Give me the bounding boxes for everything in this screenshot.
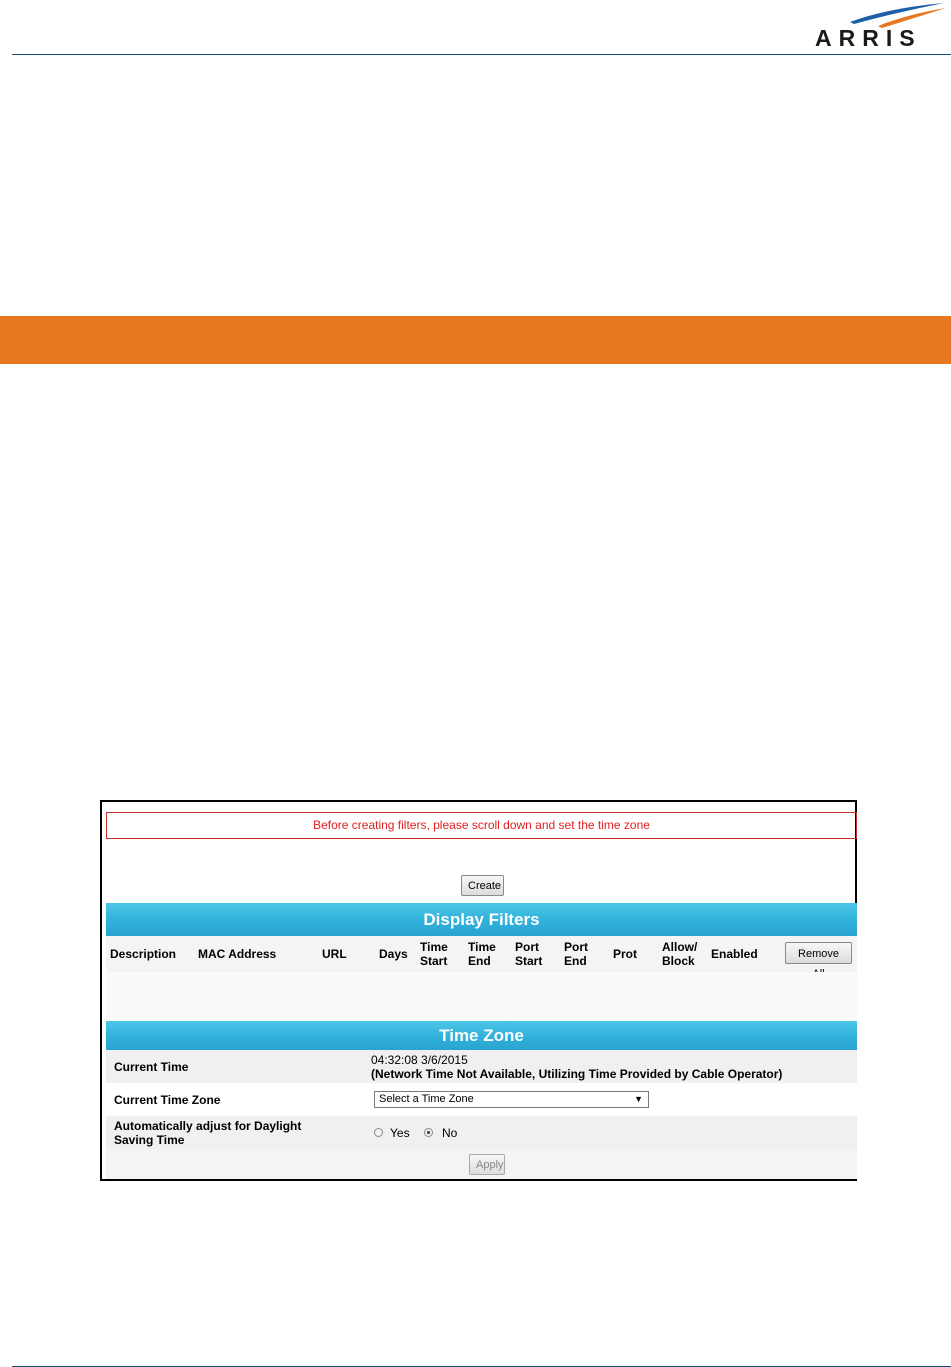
remove-all-button[interactable]: Remove: [785, 942, 852, 964]
current-time-value: [371, 1053, 782, 1081]
apply-button[interactable]: Apply: [469, 1154, 505, 1175]
current-time-label: Current Time: [114, 1060, 189, 1074]
apply-row: [106, 1149, 857, 1179]
header-rule: [12, 54, 951, 55]
section-banner: [0, 316, 951, 364]
col-time-start: Time Start: [420, 940, 448, 968]
dst-yes-radio[interactable]: [374, 1128, 383, 1137]
dst-no-radio[interactable]: [424, 1128, 433, 1137]
parental-control-screenshot: [100, 800, 857, 1181]
time-zone-header: Time Zone: [106, 1021, 857, 1050]
current-time-note: (Network Time Not Available, Utilizing Time Provided by Cable Operator): [371, 1067, 783, 1081]
col-url: URL: [322, 947, 347, 961]
create-button[interactable]: Create: [461, 875, 504, 896]
col-prot: Prot: [613, 947, 637, 961]
col-allow-block: Allow/ Block: [662, 940, 698, 968]
logo-wordmark: ARRIS: [815, 25, 922, 51]
current-time-zone-label: Current Time Zone: [114, 1093, 221, 1107]
dropdown-arrow-icon: ▼: [634, 1094, 643, 1104]
col-enabled: Enabled: [711, 947, 758, 961]
col-port-start: Port Start: [515, 940, 543, 968]
filter-list-empty: [106, 972, 857, 1021]
current-time-zone-row: [106, 1083, 857, 1116]
dst-row: [106, 1116, 857, 1149]
arris-logo: [812, 0, 951, 50]
filter-column-headers: [106, 936, 857, 972]
dst-yes-label: Yes: [390, 1126, 410, 1140]
col-port-end: Port End: [564, 940, 588, 968]
dst-no-label: No: [442, 1126, 458, 1140]
display-filters-header: Display Filters: [106, 903, 857, 936]
col-description: Description: [110, 947, 177, 961]
time-zone-select-value: Select a Time Zone: [379, 1093, 474, 1105]
col-days: Days: [379, 947, 408, 961]
current-time-row: [106, 1050, 857, 1083]
time-zone-warning: Before creating filters, please scroll down and set the time zone: [106, 812, 857, 839]
time-zone-select[interactable]: [374, 1091, 649, 1108]
col-time-end: Time End: [468, 940, 496, 968]
dst-label: Automatically adjust for Daylight Saving Time: [114, 1119, 302, 1147]
current-time-text: 04:32:08 3/6/2015: [371, 1053, 468, 1067]
col-mac-address: MAC Address: [198, 947, 277, 961]
